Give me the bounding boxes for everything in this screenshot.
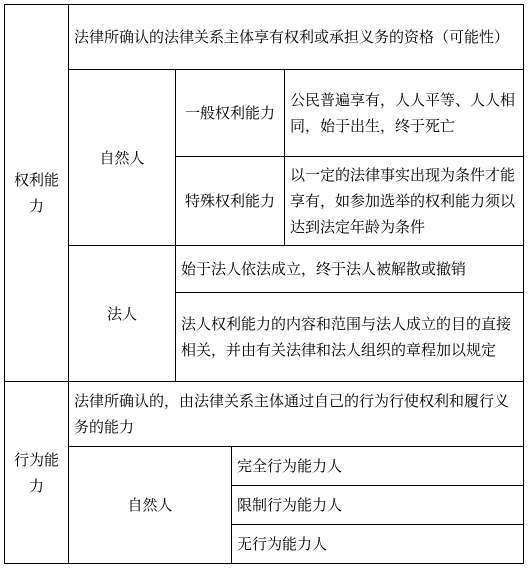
special-rights-capacity-label: 特殊权利能力 — [176, 157, 285, 246]
table-row — [5, 246, 524, 293]
behavior-natural-person-label: 自然人 — [69, 447, 232, 564]
general-rights-capacity-desc: 公民普遍享有，人人平等、人人相同，始于出生，终于死亡 — [285, 70, 524, 157]
rights-capacity-definition: 法律所确认的法律关系主体享有权利或承担义务的资格（可能性） — [69, 5, 524, 70]
table-row — [5, 5, 524, 70]
rights-natural-person-label: 自然人 — [69, 70, 176, 246]
table-row — [5, 447, 524, 486]
table-row — [5, 382, 524, 447]
legal-person-desc-1: 始于法人依法成立，终于法人被解散或撤销 — [176, 246, 524, 293]
special-rights-capacity-desc: 以一定的法律事实出现为条件才能享有，如参加选举的权利能力须以达到法定年龄为条件 — [285, 157, 524, 246]
rights-capacity-label: 权利能力 — [5, 5, 69, 382]
full-capacity-item: 完全行为能力人 — [232, 447, 524, 486]
no-capacity-item: 无行为能力人 — [232, 525, 524, 564]
behavior-capacity-definition: 法律所确认的，由法律关系主体通过自己的行为行使权利和履行义务的能力 — [69, 382, 524, 447]
behavior-capacity-label: 行为能力 — [5, 382, 69, 564]
legal-person-desc-2: 法人权利能力的内容和范围与法人成立的目的直接相关，并由有关法律和法人组织的章程加以规定 — [176, 293, 524, 382]
general-rights-capacity-label: 一般权利能力 — [176, 70, 285, 157]
legal-person-label: 法人 — [69, 246, 176, 382]
capacity-table — [4, 4, 524, 564]
limited-capacity-item: 限制行为能力人 — [232, 486, 524, 525]
table-row — [5, 70, 524, 157]
